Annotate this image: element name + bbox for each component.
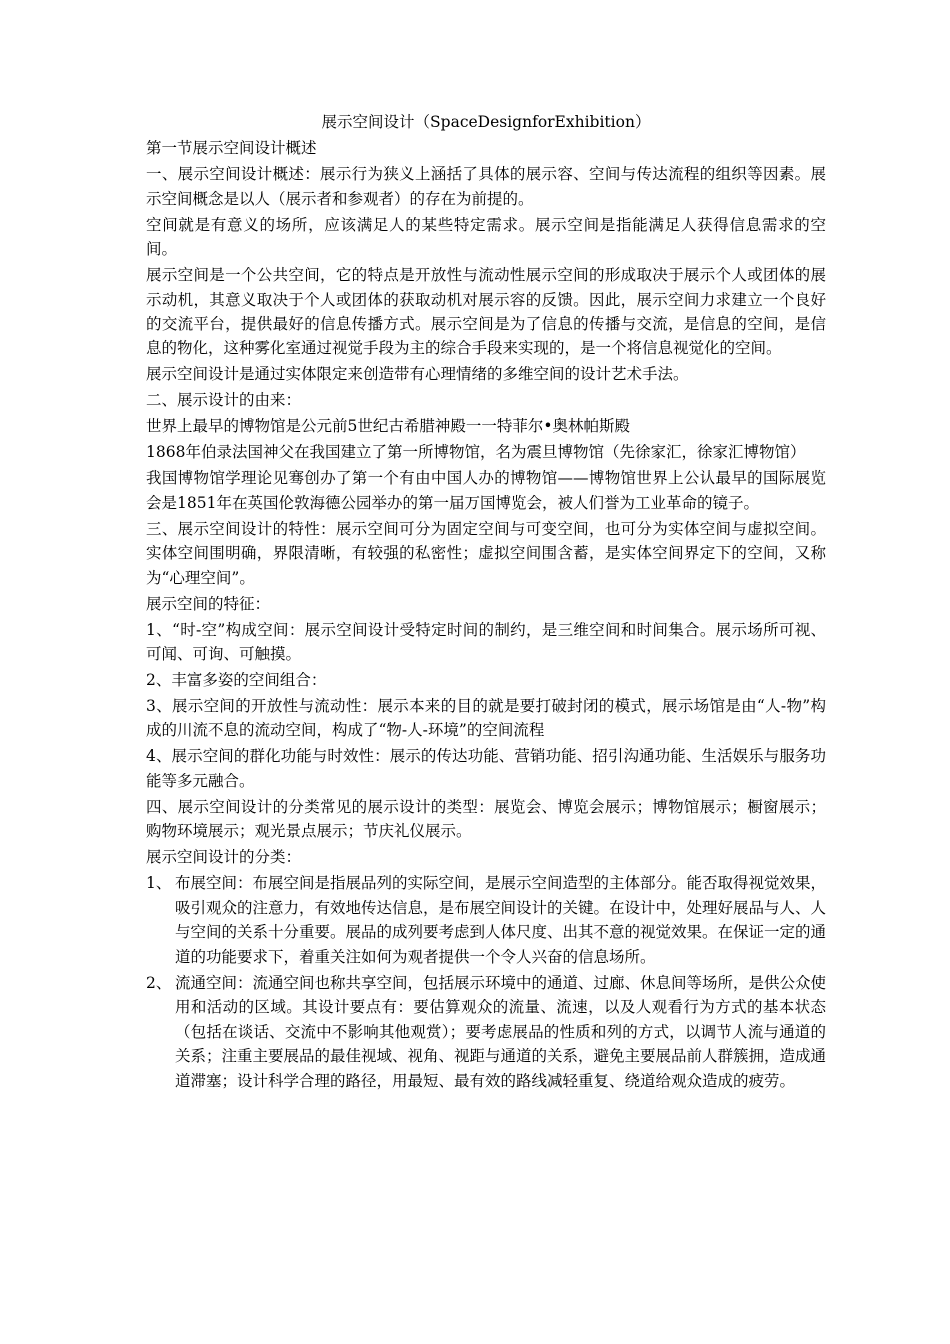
paragraph: 四、展示空间设计的分类常见的展示设计的类型：展览会、博览会展示；博物馆展示；橱窗展示；购物环境展示；观光景点展示；节庆礼仪展示。 [146, 797, 826, 841]
paragraph: 一、展示空间设计概述：展示行为狭义上涵括了具体的展示容、空间与传达流程的组织等因素。展示空间概念是以人（展示者和参观者）的存在为前提的。 [146, 165, 826, 208]
list-item-text: 流通空间：流通空间也称共享空间，包括展示环境中的通道、过廊、休息间等场所，是供公众使用和活动的区域。其设计要点有：要估算观众的流量、流速，以及人观看行为方式的基本状态（包括在谈话、交流中不影响其他观赏）；要考虑展品的性质和列的方式，以调节人流与通道的关系；注重主要展品的最佳视域、视角、视距与通道的关系，避免主要展品前人群簇拥，造成通道滞塞；设计科学合理的路径，用最短、最有效的路线减轻重复、绕道给观众造成的疲劳。 [175, 973, 827, 1090]
paragraph: 展示空间是一个公共空间，它的特点是开放性与流动性展示空间的形成取决于展示个人或团体的展示动机，其意义取决于个人或团体的获取动机对展示容的反馈。因此，展示空间力求建立一个良好的交流平台，提供最好的信息传播方式。展示空间是为了信息的传播与交流，是信息的空间，是信息的物化，这种雾化室通过视觉手段为主的综合手段来实现的，是一个将信息视觉化的空间。 [146, 266, 826, 358]
document-page [146, 110, 826, 1095]
section-heading: 展示空间的特征： [146, 594, 271, 613]
list-item-number: 2、 [146, 973, 172, 992]
section-heading: 第一节展示空间设计概述 [146, 139, 317, 158]
paragraph: 我国博物馆学理论见骞创办了第一个有由中国人办的博物馆——博物馆世界上公认最早的国际展览会是1851年在英国伦敦海德公园举办的第一届万国博览会，被人们誉为工业革命的镜子。 [146, 469, 826, 512]
list-item-text: 布展空间：布展空间是指展品列的实际空间，是展示空间造型的主体部分。能否取得视觉效果，吸引观众的注意力，有效地传达信息，是布展空间设计的关键。在设计中，处理好展品与人、人与空间的关系十分重要。展品的成列要考虑到人体尺度、出其不意的视觉效果。在保证一定的通道的功能要求下，着重关注如何为观者提供一个令人兴奋的信息场所。 [175, 874, 827, 966]
list-item [146, 971, 826, 1093]
paragraph: 世界上最早的博物馆是公元前5世纪古希腊神殿一一特菲尔•奥林帕斯殿 [146, 417, 631, 436]
list-item-number: 1、 [146, 874, 172, 893]
paragraph: 1、“时-空”构成空间：展示空间设计受特定时间的制约，是三维空间和时间集合。展示场所可视、可闻、可询、可触摸。 [146, 620, 826, 664]
paragraph: 4、展示空间的群化功能与时效性：展示的传达功能、营销功能、招引沟通功能、生活娱乐与服务功能等多元融合。 [146, 747, 826, 790]
paragraph: 3、展示空间的开放性与流动性：展示本来的目的就是要打破封闭的模式，展示场馆是由“人-物”构成的川流不息的流动空间，构成了“物-人-环境”的空间流程 [146, 697, 826, 740]
paragraph: 三、展示空间设计的特性：展示空间可分为固定空间与可变空间，也可分为实体空间与虚拟空间。实体空间围明确，界限清晰，有较强的私密性；虚拟空间围含蓄，是实体空间界定下的空间，又称为“心理空间”。 [146, 519, 826, 587]
document-title: 展示空间设计（SpaceDesignforExhibition） [321, 113, 651, 131]
list-item [146, 871, 826, 969]
paragraph: 空间就是有意义的场所，应该满足人的某些特定需求。展示空间是指能满足人获得信息需求的空间。 [146, 215, 826, 259]
paragraph: 2、丰富多姿的空间组合： [146, 671, 327, 690]
section-heading: 展示空间设计的分类： [146, 848, 302, 867]
paragraph: 展示空间设计是通过实体限定来创造带有心理情绪的多维空间的设计艺术手法。 [146, 365, 689, 384]
paragraph: 1868年伯录法国神父在我国建立了第一所博物馆，名为震旦博物馆（先徐家汇，徐家汇博物馆） [146, 443, 806, 462]
section-heading: 二、展示设计的由来： [146, 391, 302, 410]
